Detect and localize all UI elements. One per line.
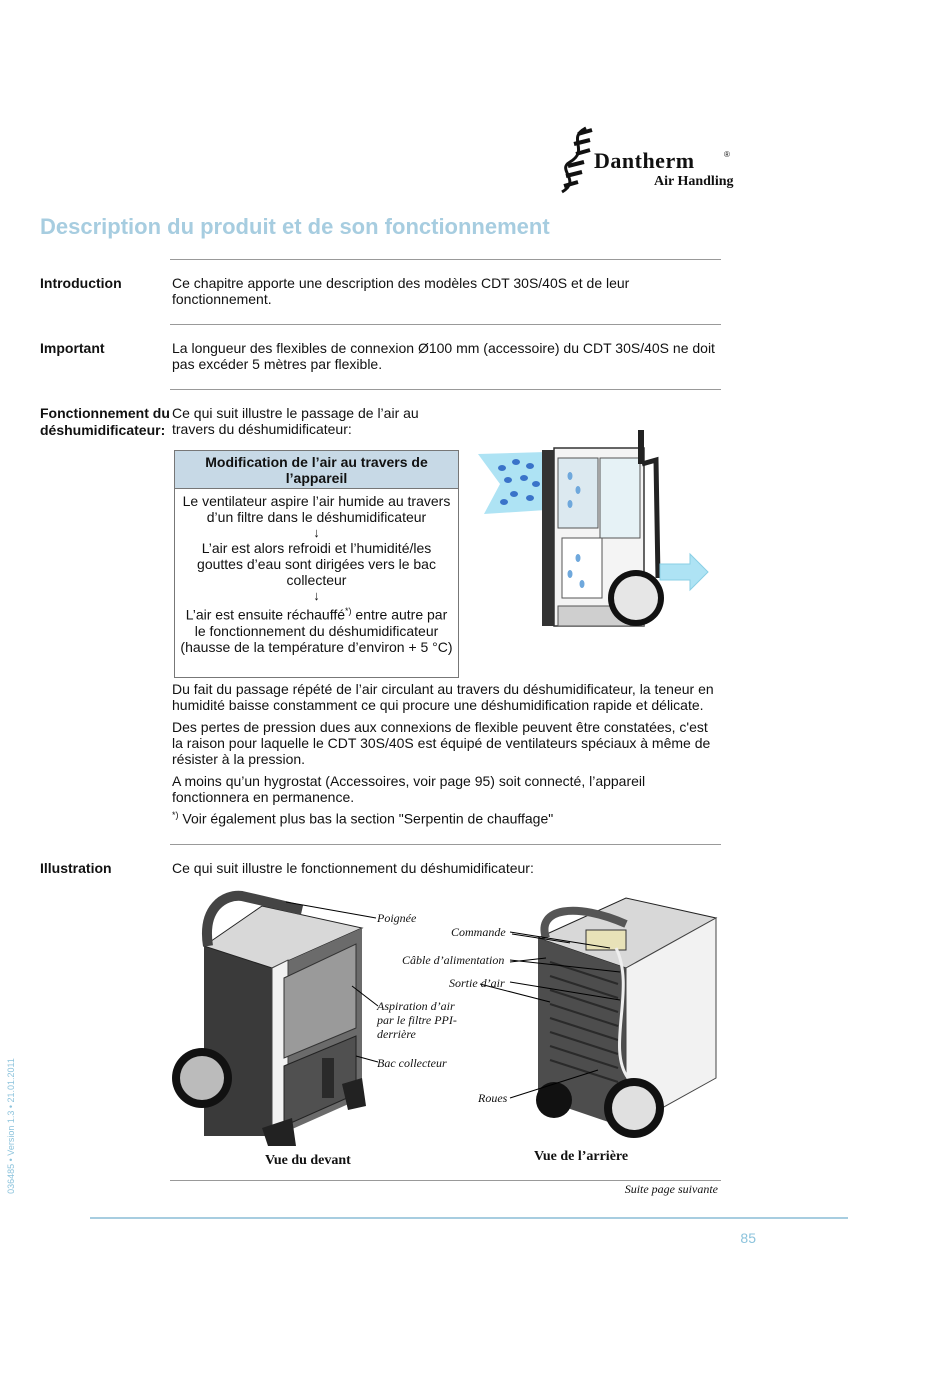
page-title: Description du produit et de son fonctionnement xyxy=(40,214,550,239)
illustration-text: Ce qui suit illustre le fonctionnement du déshumidificateur: xyxy=(172,860,534,876)
divider xyxy=(170,259,721,260)
callout-poignee: Poignée xyxy=(377,911,417,925)
footnote-text: Voir également plus bas la section "Serpentin de chauffage" xyxy=(178,810,554,827)
callout-lines-right xyxy=(500,920,660,1120)
fonctionnement-label-line2: déshumidificateur: xyxy=(40,422,166,438)
important-text: La longueur des flexibles de connexion Ø100 mm (accessoire) du CDT 30S/40S ne doit pas excéder 5 mètres par flexible. xyxy=(172,340,715,372)
dehumidifier-cutaway-image xyxy=(474,428,710,630)
callout-bac: Bac collecteur xyxy=(377,1056,447,1070)
fonctionnement-paragraphs xyxy=(172,681,722,833)
callout-sortie: Sortie d’air xyxy=(449,976,505,990)
callout-cable: Câble d’alimentation xyxy=(402,953,505,967)
fonctionnement-label-line1: Fonctionnement du xyxy=(40,405,170,421)
fonctionnement-label xyxy=(40,405,170,439)
brand-subtitle: Air Handling xyxy=(654,174,734,189)
air-flow-box xyxy=(174,450,459,678)
caption-front: Vue du devant xyxy=(265,1153,351,1168)
air-flow-steps xyxy=(175,489,458,655)
air-flow-step-1: Le ventilateur aspire l’air humide au travers d’un filtre dans le déshumidificateur xyxy=(182,493,451,525)
callout-roues: Roues xyxy=(478,1091,508,1105)
illustration-label: Illustration xyxy=(40,860,112,876)
air-flow-header: Modification de l’air au travers de l’appareil xyxy=(175,451,458,489)
continued-note: Suite page suivante xyxy=(624,1182,718,1196)
air-flow-step-3b: entre autre par le fonctionnement du déshumidificateur (hausse de la température d’environ + 5 °C) xyxy=(180,606,453,655)
divider xyxy=(170,324,721,325)
brand-name: Dantherm xyxy=(594,148,695,173)
footnote xyxy=(172,807,722,827)
intro-label: Introduction xyxy=(40,275,122,291)
caption-back: Vue de l’arrière xyxy=(534,1149,629,1164)
divider xyxy=(170,389,721,390)
fonctionnement-intro: Ce qui suit illustre le passage de l’air au travers du déshumidificateur: xyxy=(172,405,419,437)
down-arrow-icon: ↓ xyxy=(313,525,320,540)
footnote-mark: *) xyxy=(172,810,179,820)
divider xyxy=(170,1180,721,1181)
footer-rule xyxy=(90,1217,848,1219)
brand-registered: ® xyxy=(724,150,730,159)
air-flow-step-3a: L’air est ensuite réchauffé xyxy=(185,606,346,623)
brand-swoosh-icon xyxy=(556,126,596,196)
important-label: Important xyxy=(40,340,105,356)
callout-commande: Commande xyxy=(451,925,506,939)
intro-text: Ce chapitre apporte une description des modèles CDT 30S/40S et de leur fonctionnement. xyxy=(172,275,630,307)
fonctionnement-paragraph: A moins qu’un hygrostat (Accessoires, voir page 95) soit connecté, l’appareil fonctionnera en permanence. xyxy=(172,773,646,805)
page-number: 85 xyxy=(740,1230,756,1246)
air-flow-step-3 xyxy=(179,603,454,655)
side-version-note: 036485 • Version 1.3 • 21.01.2011 xyxy=(6,1058,16,1194)
brand-logo xyxy=(556,126,766,196)
divider xyxy=(170,844,721,845)
down-arrow-icon: ↓ xyxy=(313,588,320,603)
fonctionnement-paragraph: Des pertes de pression dues aux connexions de flexible peuvent être constatées, c'est la raison pour laquelle le CDT 30S/40S est équipé de ventilateurs spéciaux à même de résister à la pression. xyxy=(172,719,711,767)
callout-aspiration: Aspiration d’air par le filtre PPI-derrière xyxy=(377,999,457,1041)
fonctionnement-paragraph: Du fait du passage répété de l’air circulant au travers du déshumidificateur, la teneur en humidité baisse constamment ce qui procure une déshumidification rapide et délicate. xyxy=(172,681,714,713)
footnote-mark: *) xyxy=(345,606,352,616)
air-flow-step-2: L’air est alors refroidi et l’humidité/les gouttes d’eau sont dirigées vers le bac collecteur xyxy=(197,540,436,588)
